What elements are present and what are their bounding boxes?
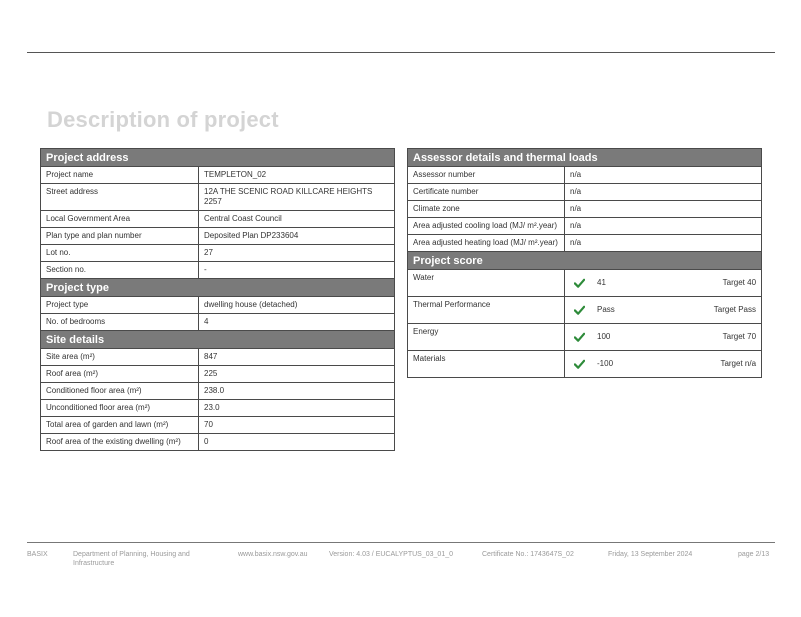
table-row [408, 297, 762, 324]
row-value: Central Coast Council [199, 211, 395, 228]
score-target: Target Pass [713, 305, 757, 314]
table-row [41, 383, 395, 400]
row-value: 0 [199, 434, 395, 451]
row-label: Site area (m²) [41, 349, 199, 366]
row-value: 70 [199, 417, 395, 434]
table-row [41, 349, 395, 366]
row-label: Project type [41, 297, 199, 314]
table-row [408, 270, 762, 297]
footer-date: Friday, 13 September 2024 [608, 551, 693, 558]
row-label: Climate zone [408, 201, 565, 218]
row-value: n/a [565, 235, 762, 252]
table-row [408, 201, 762, 218]
row-value: n/a [565, 167, 762, 184]
row-label: Roof area of the existing dwelling (m²) [41, 434, 199, 451]
row-label: Roof area (m²) [41, 366, 199, 383]
footer-certificate: Certificate No.: 1743647S_02 [482, 551, 574, 558]
footer-version: Version: 4.03 / EUCALYPTUS_03_01_0 [329, 551, 454, 558]
footer-department: Department of Planning, Housing and Infrastructure [73, 551, 190, 567]
project-address-heading: Project address [41, 149, 395, 167]
row-value: TEMPLETON_02 [199, 167, 395, 184]
row-label: Unconditioned floor area (m²) [41, 400, 199, 417]
row-label: Assessor number [408, 167, 565, 184]
row-value: Deposited Plan DP233604 [199, 228, 395, 245]
row-label: Plan type and plan number [41, 228, 199, 245]
score-label: Materials [408, 351, 565, 378]
project-type-heading: Project type [41, 279, 395, 297]
score-value: Pass [597, 305, 615, 314]
table-row [41, 434, 395, 451]
row-label: Total area of garden and lawn (m²) [41, 417, 199, 434]
left-details-table [40, 148, 395, 451]
table-row [41, 167, 395, 184]
right-details-table [407, 148, 762, 378]
row-label: Section no. [41, 262, 199, 279]
check-icon [574, 305, 585, 315]
table-row [408, 351, 762, 378]
score-value: -100 [597, 359, 614, 368]
row-label: Lot no. [41, 245, 199, 262]
row-value: 238.0 [199, 383, 395, 400]
row-label: Area adjusted cooling load (MJ/ m².year) [408, 218, 565, 235]
check-icon [574, 359, 585, 369]
row-value: - [199, 262, 395, 279]
table-row [408, 167, 762, 184]
footer-basix: BASIX [27, 551, 48, 558]
row-value: n/a [565, 218, 762, 235]
row-value: 4 [199, 314, 395, 331]
row-label: Area adjusted heating load (MJ/ m².year) [408, 235, 565, 252]
row-value: n/a [565, 201, 762, 218]
page-title: Description of project [47, 107, 279, 132]
row-value: 847 [199, 349, 395, 366]
score-label: Energy [408, 324, 565, 351]
table-row [41, 400, 395, 417]
row-label: Street address [41, 184, 199, 211]
check-icon [574, 278, 585, 288]
row-value: 12A THE SCENIC ROAD KILLCARE HEIGHTS 2257 [199, 184, 395, 211]
row-label: Local Government Area [41, 211, 199, 228]
site-details-heading: Site details [41, 331, 395, 349]
score-label: Water [408, 270, 565, 297]
project-score-heading: Project score [408, 252, 762, 270]
row-value: 27 [199, 245, 395, 262]
table-row [41, 245, 395, 262]
score-label: Thermal Performance [408, 297, 565, 324]
table-row [408, 324, 762, 351]
assessor-heading: Assessor details and thermal loads [408, 149, 762, 167]
score-value: 100 [597, 332, 611, 341]
row-label: Certificate number [408, 184, 565, 201]
table-row [408, 184, 762, 201]
table-row [41, 211, 395, 228]
score-target: Target 40 [722, 278, 757, 287]
top-rule [27, 52, 775, 53]
row-value: 225 [199, 366, 395, 383]
row-value: n/a [565, 184, 762, 201]
footer-url[interactable]: www.basix.nsw.gov.au [238, 551, 308, 558]
table-row [41, 297, 395, 314]
row-label: No. of bedrooms [41, 314, 199, 331]
footer-page: page 2/13 [738, 551, 770, 558]
row-label: Project name [41, 167, 199, 184]
row-label: Conditioned floor area (m²) [41, 383, 199, 400]
table-row [41, 314, 395, 331]
table-row [41, 366, 395, 383]
score-target: Target 70 [722, 332, 757, 341]
table-row [41, 184, 395, 211]
score-target: Target n/a [720, 359, 757, 368]
check-icon [574, 332, 585, 342]
table-row [408, 235, 762, 252]
row-value: dwelling house (detached) [199, 297, 395, 314]
row-value: 23.0 [199, 400, 395, 417]
bottom-rule [27, 542, 775, 543]
table-row [41, 417, 395, 434]
table-row [408, 218, 762, 235]
table-row [41, 262, 395, 279]
score-value: 41 [597, 278, 606, 287]
table-row [41, 228, 395, 245]
